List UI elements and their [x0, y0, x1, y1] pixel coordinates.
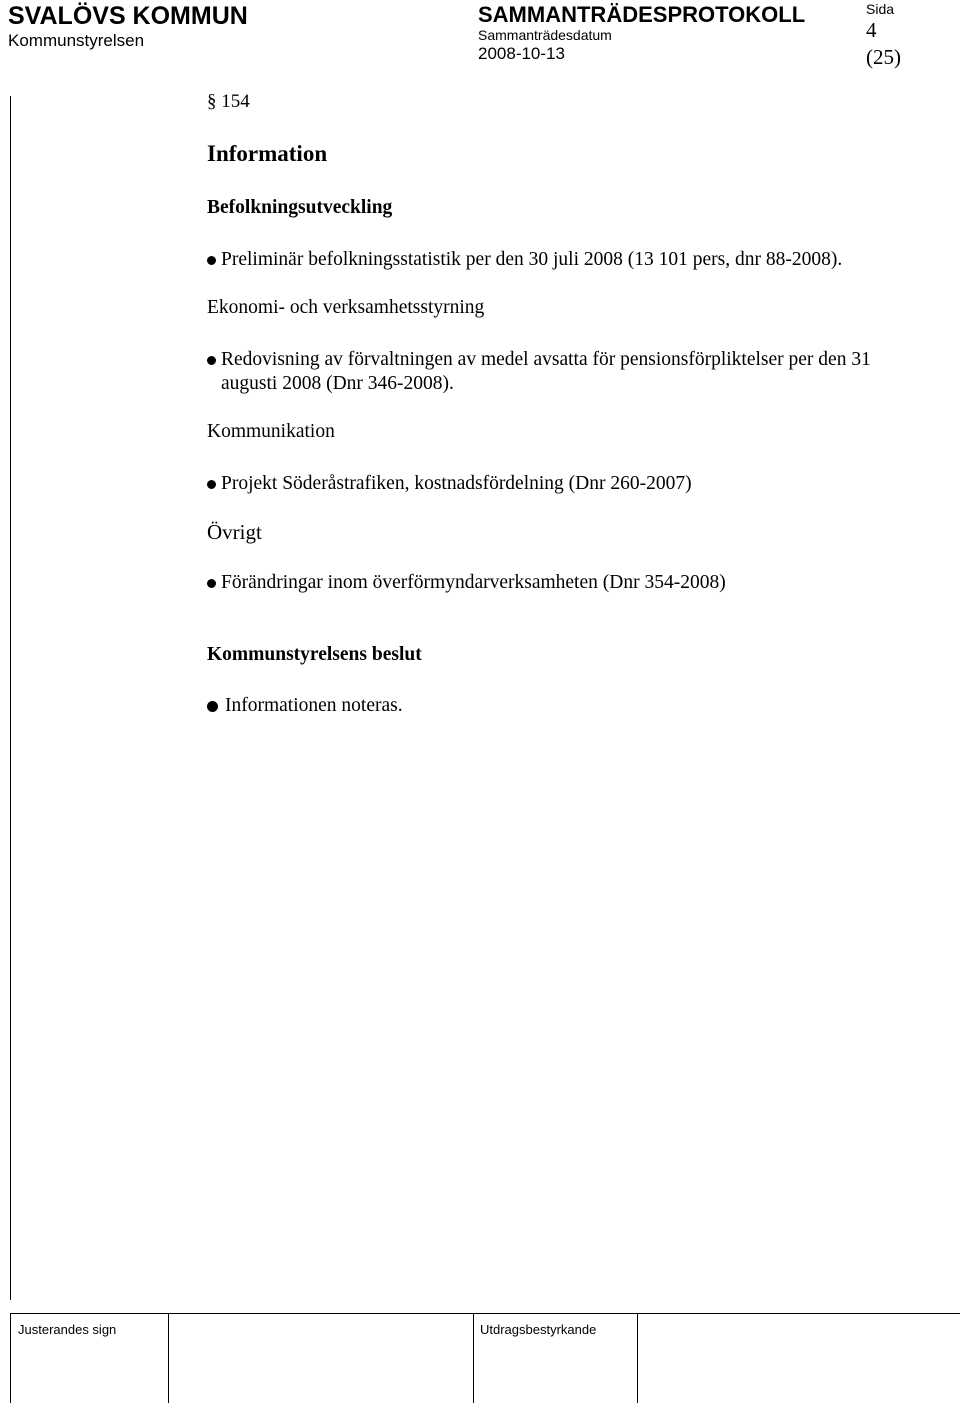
page-total: (25) — [866, 45, 901, 69]
meeting-date: 2008-10-13 — [478, 44, 565, 63]
bullet-icon — [207, 256, 216, 265]
organization-name: SVALÖVS KOMMUN — [8, 2, 248, 30]
bullet-icon — [207, 356, 216, 365]
list-item-text: Redovisning av förvaltningen av medel avsatta för pensionsförpliktelser per den 31 augusti 2008 (Dnr 346-2008). — [221, 349, 871, 394]
list-item — [207, 472, 692, 496]
paragraph-number: § 154 — [207, 91, 250, 112]
list-item — [207, 348, 927, 396]
section-heading-ovrigt: Övrigt — [207, 520, 262, 544]
decision-item — [207, 694, 403, 718]
list-item-text: Förändringar inom överförmyndarverksamheten (Dnr 354-2008) — [221, 572, 726, 593]
list-item — [207, 248, 842, 272]
footer-column-divider — [637, 1313, 638, 1403]
bullet-icon — [207, 480, 216, 489]
left-margin-line — [10, 96, 11, 1300]
section-heading-ekonomi: Ekonomi- och verksamhetsstyrning — [207, 297, 485, 318]
department-name: Kommunstyrelsen — [8, 31, 145, 50]
page-number: 4 — [866, 18, 877, 42]
list-item — [207, 571, 726, 595]
footer-justerandes-sign: Justerandes sign — [18, 1322, 117, 1337]
bullet-icon — [207, 701, 218, 712]
decision-heading: Kommunstyrelsens beslut — [207, 644, 422, 665]
list-item-text: Preliminär befolkningsstatistik per den 30 juli 2008 (13 101 pers, dnr 88-2008). — [221, 249, 843, 270]
footer-column-divider — [473, 1313, 474, 1403]
page-title: Information — [207, 141, 328, 166]
section-heading-kommunikation: Kommunikation — [207, 421, 335, 442]
footer-divider — [10, 1313, 960, 1314]
page-label: Sida — [866, 1, 895, 17]
protocol-title: SAMMANTRÄDESPROTOKOLL — [478, 2, 806, 27]
footer-utdragsbestyrkande: Utdragsbestyrkande — [480, 1322, 597, 1337]
list-item-text: Projekt Söderåstrafiken, kostnadsfördelning (Dnr 260-2007) — [221, 473, 692, 494]
section-heading-befolkningsutveckling: Befolkningsutveckling — [207, 197, 393, 218]
footer-column-divider — [10, 1313, 11, 1403]
decision-text: Informationen noteras. — [225, 695, 403, 716]
bullet-icon — [207, 579, 216, 588]
footer-column-divider — [168, 1313, 169, 1403]
meeting-date-label: Sammanträdesdatum — [478, 27, 612, 43]
